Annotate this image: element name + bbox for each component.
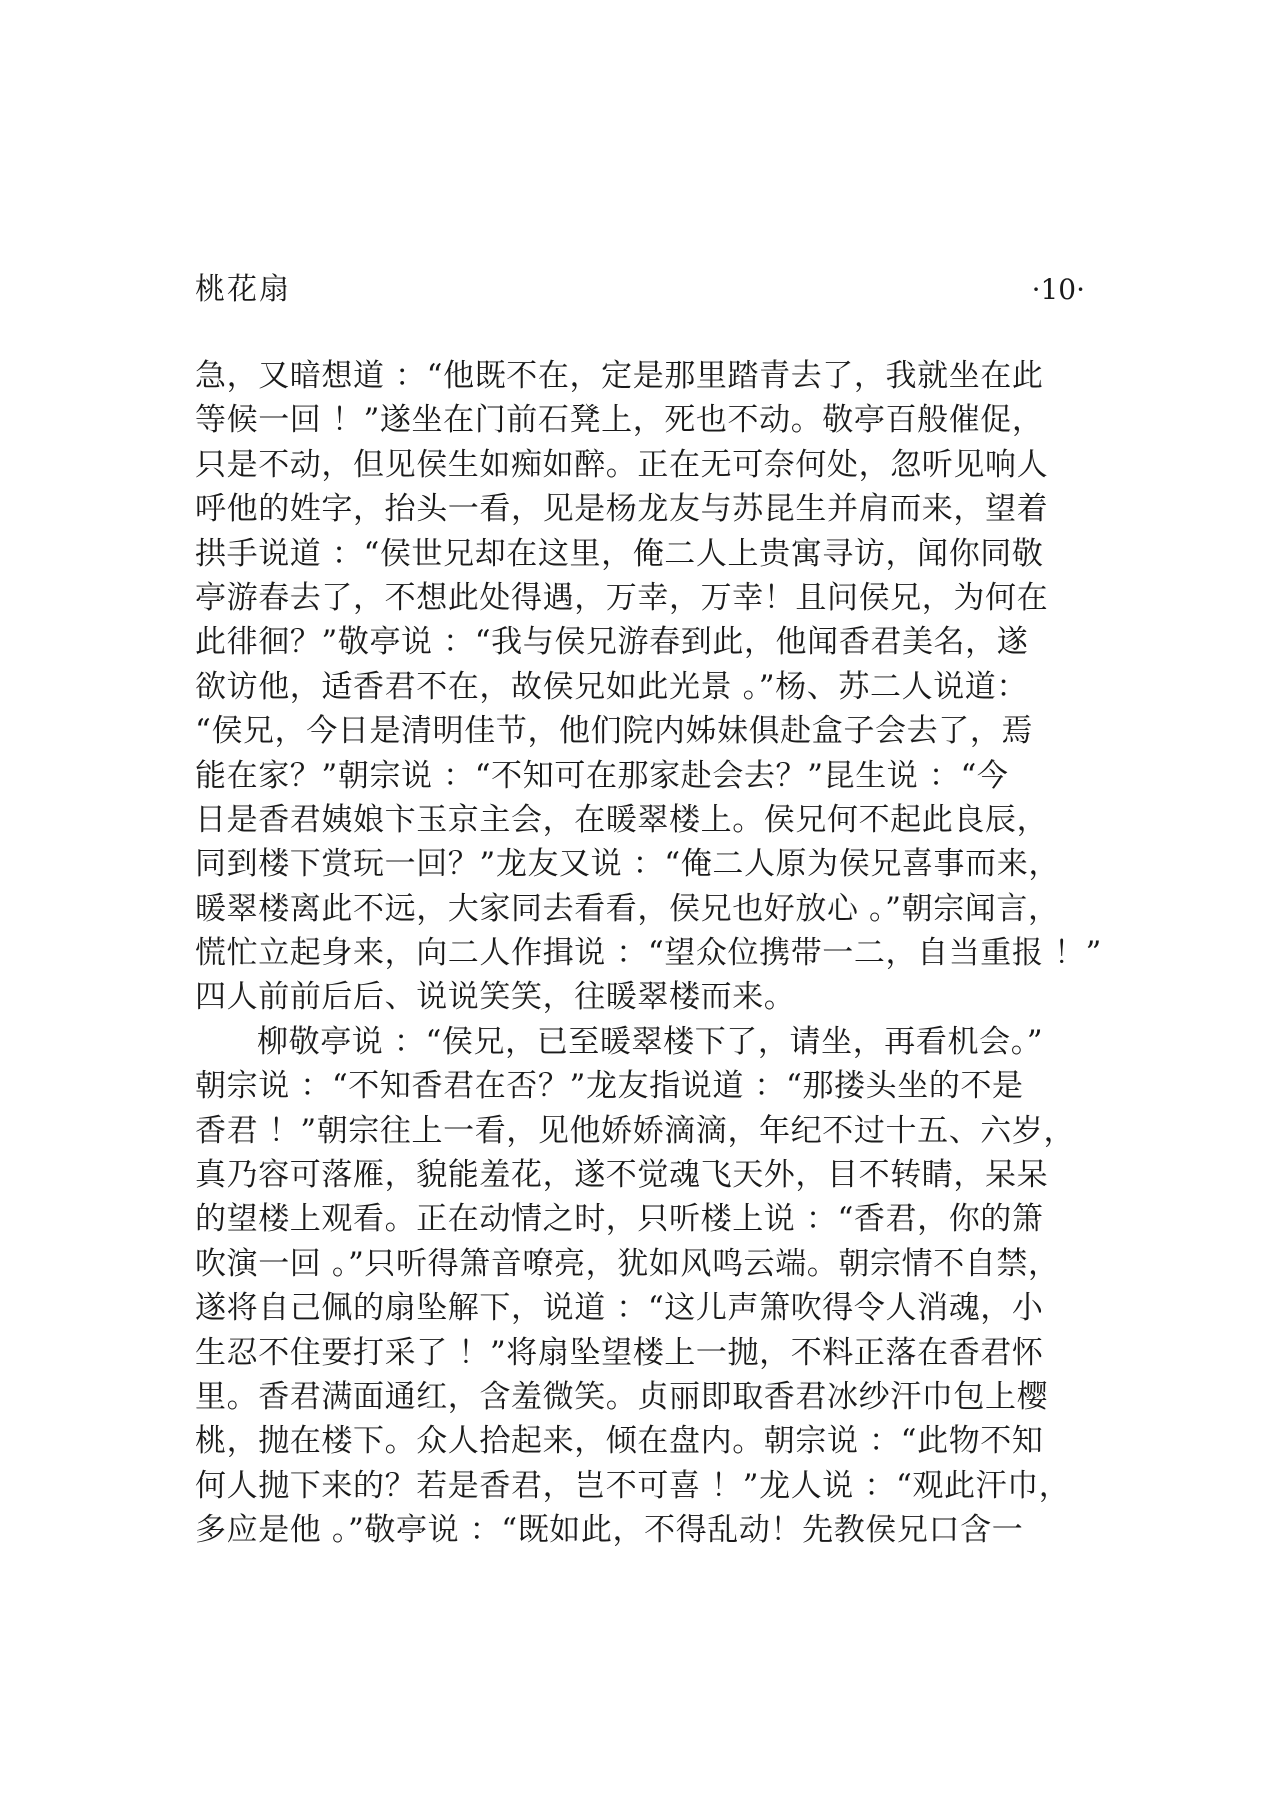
text-line: 此徘徊？”敬亭说 ：“我与侯兄游春到此，他闻香君美名，遂 (195, 624, 1029, 661)
text-line: 朝宗说 ：“不知香君在否？”龙友指说道 ：“那搂头坐的不是 (195, 1068, 1024, 1105)
text-line: 只是不动，但见侯生如痴如醉。正在无可奈何处，忽听见响人 (195, 446, 1049, 483)
text-line: 暖翠楼离此不远，大家同去看看，侯兄也好放心 。”朝宗闻言， (195, 890, 1060, 927)
text-line-indented: 柳敬亭说 ：“侯兄，已至暖翠楼下了，请坐，再看机会。” (257, 1023, 1044, 1060)
text-line: 吹演一回 。”只听得箫音嘹亮，犹如风鸣云端。朝宗情不自禁， (195, 1245, 1060, 1282)
text-line: 亭游春去了，不想此处得遇，万幸，万幸！且问侯兄，为何在 (195, 579, 1049, 616)
text-line: 生忍不住要打采了 ！”将扇坠望楼上一抛，不料正落在香君怀 (195, 1334, 1044, 1371)
text-line: 急，又暗想道 ：“他既不在，定是那里踏青去了，我就坐在此 (195, 358, 1044, 394)
running-header (195, 270, 1085, 310)
text-line: “侯兄，今日是清明佳节，他们院内姊妹俱赴盒子会去了，焉 (195, 713, 1034, 750)
text-line: 同到楼下赏玩一回？”龙友又说 ：“俺二人原为侯兄喜事而来， (195, 846, 1060, 883)
text-line: 真乃容可落雁，貌能羞花，遂不觉魂飞天外，目不转睛，呆呆 (195, 1157, 1049, 1194)
text-line: 能在家？”朝宗说 ：“不知可在那家赴会去？”昆生说 ：“今 (195, 757, 1009, 794)
text-line: 欲访他，适香君不在，故侯兄如此光景 。”杨、苏二人说道： (195, 668, 1028, 705)
paragraph-2 (195, 1020, 1095, 1553)
text-line: 慌忙立起身来，向二人作揖说 ：“望众位携带一二，自当重报 ！” (195, 935, 1103, 972)
body-text (195, 354, 1103, 1553)
text-line: 桃，抛在楼下。众人拾起来，倾在盘内。朝宗说 ：“此物不知 (195, 1423, 1044, 1460)
text-line: 何人抛下来的？若是香君，岂不可喜 ！”龙人说 ：“观此汗巾， (195, 1467, 1071, 1504)
text-line: 四人前前后后、说说笑笑，往暖翠楼而来。 (195, 979, 796, 1016)
text-line: 呼他的姓字，抬头一看，见是杨龙友与苏昆生并肩而来，望着 (195, 491, 1049, 528)
text-line: 拱手说道 ：“侯世兄却在这里，俺二人上贵寓寻访，闻你同敬 (195, 535, 1044, 572)
text-line: 日是香君姨娘卞玉京主会，在暖翠楼上。侯兄何不起此良辰， (195, 801, 1049, 838)
text-line: 香君 ！”朝宗往上一看，见他娇娇滴滴，年纪不过十五、六岁， (195, 1112, 1076, 1149)
text-line: 里。香君满面通红，含羞微笑。贞丽即取香君冰纱汗巾包上樱 (195, 1378, 1049, 1415)
text-line: 遂将自己佩的扇坠解下，说道 ：“这儿声箫吹得令人消魂，小 (195, 1290, 1044, 1327)
text-line: 等候一回 ！”遂坐在门前石凳上，死也不动。敬亭百般催促， (195, 402, 1044, 439)
paragraph-1 (195, 354, 1103, 1020)
book-title: 桃花扇 (195, 272, 291, 307)
text-line: 的望楼上观看。正在动情之时，只听楼上说 ：“香君，你的箫 (195, 1201, 1044, 1238)
text-line: 多应是他 。”敬亭说 ：“既如此，不得乱动！先教侯兄口含一 (195, 1512, 1024, 1549)
page-number: ·10· (1031, 273, 1085, 306)
